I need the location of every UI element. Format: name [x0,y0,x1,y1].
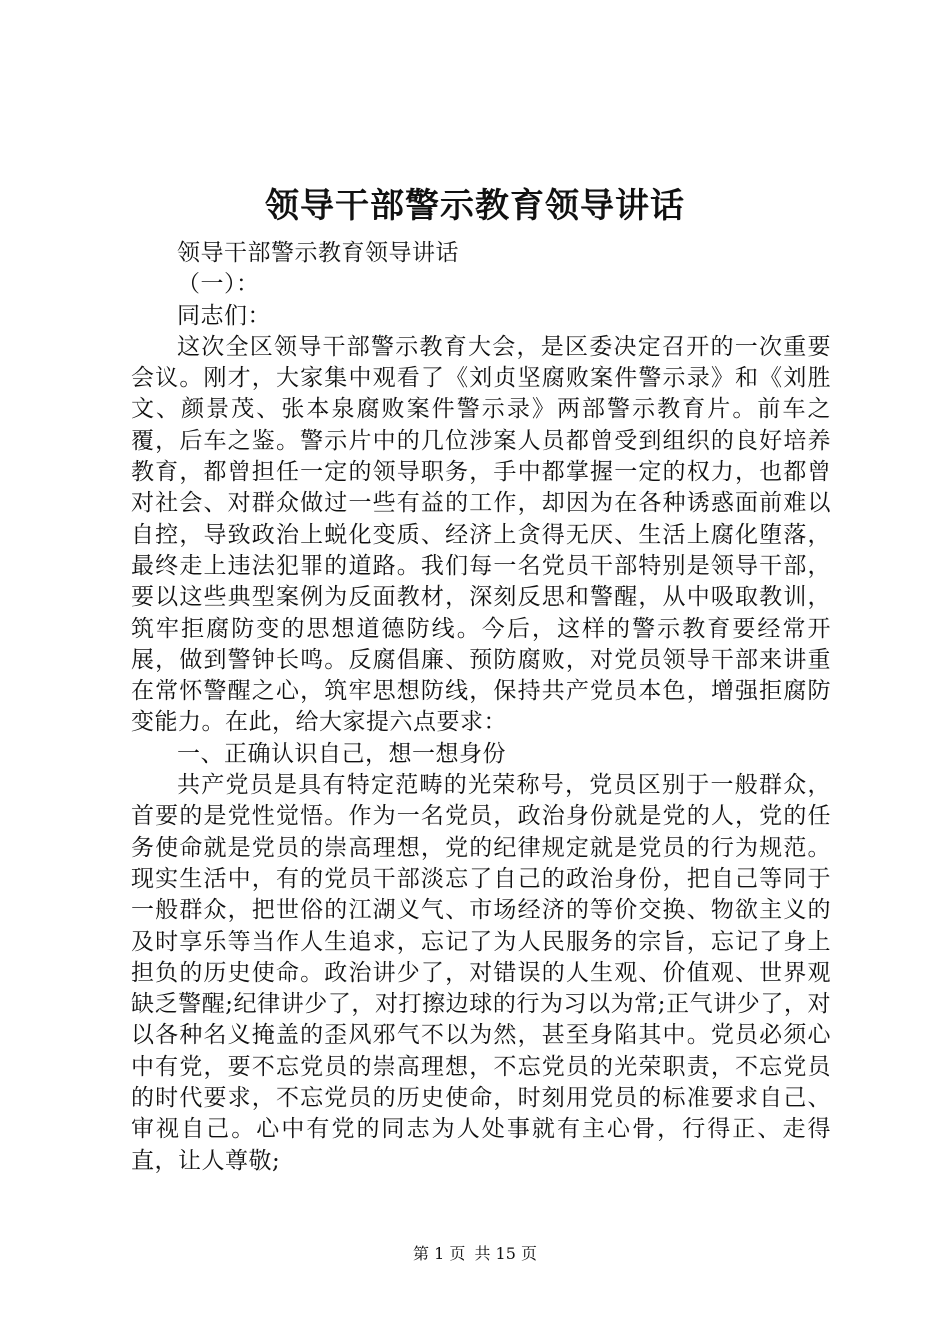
document-title: 领导干部警示教育领导讲话 [265,186,685,226]
document-body [131,238,831,1177]
subtitle-paragraph: 领导干部警示教育领导讲话 [177,240,459,266]
page-number: 第 1 页 [413,1244,466,1263]
salutation-paragraph: 同志们： [177,302,271,329]
body-paragraph: 这次全区领导干部警示教育大会，是区委决定召开的一次重要会议。刚才，大家集中观看了《刘贞坚腐败案件警示录》和《刘胜文、颜景茂、张本泉腐败案件警示录》两部警示教育片。前车之覆，后车之鉴。警示片中的几位涉案人员都曾受到组织的良好培养教育，都曾担任一定的领导职务，手中都掌握一定的权力，也都曾对社会、对群众做过一些有益的工作，却因为在各种诱惑面前难以自控，导致政治上蜕化变质、经济上贪得无厌、生活上腐化堕落，最终走上违法犯罪的道路。我们每一名党员干部特别是领导干部，要以这些典型案例为反面教材，深刻反思和警醒，从中吸取教训，筑牢拒腐防变的思想道德防线。今后，这样的警示教育要经常开展，做到警钟长鸣。反腐倡廉、预防腐败，对党员领导干部来讲重在常怀警醒之心，筑牢思想防线，保持共产党员本色，增强拒腐防变能力。在此，给大家提六点要求： [131,333,831,736]
page-total: 共 15 页 [474,1244,537,1263]
page-footer [0,1243,950,1265]
heading-paragraph: 一、正确认识自己，想一想身份 [177,740,506,767]
body-paragraph: 共产党员是具有特定范畴的光荣称号，党员区别于一般群众，首要的是党性觉悟。作为一名党员，政治身份就是党的人，党的任务使命就是党员的崇高理想，党的纪律规定就是党员的行为规范。现实生活中，有的党员干部淡忘了自己的政治身份，把自己等同于一般群众，把世俗的江湖义气、市场经济的等价交换、物欲主义的及时享乐等当作人生追求，忘记了为人民服务的宗旨，忘记了身上担负的历史使命。政治讲少了，对错误的人生观、价值观、世界观缺乏警醒;纪律讲少了，对打擦边球的行为习以为常;正气讲少了，对以各种名义掩盖的歪风邪气不以为然，甚至身陷其中。党员必须心中有党，要不忘党员的崇高理想，不忘党员的光荣职责，不忘党员的时代要求，不忘党员的历史使命，时刻用党员的标准要求自己、审视自己。心中有党的同志为人处事就有主心骨，行得正、走得直，让人尊敬; [131,772,831,1174]
section-number-paragraph: （一）： [177,271,260,298]
